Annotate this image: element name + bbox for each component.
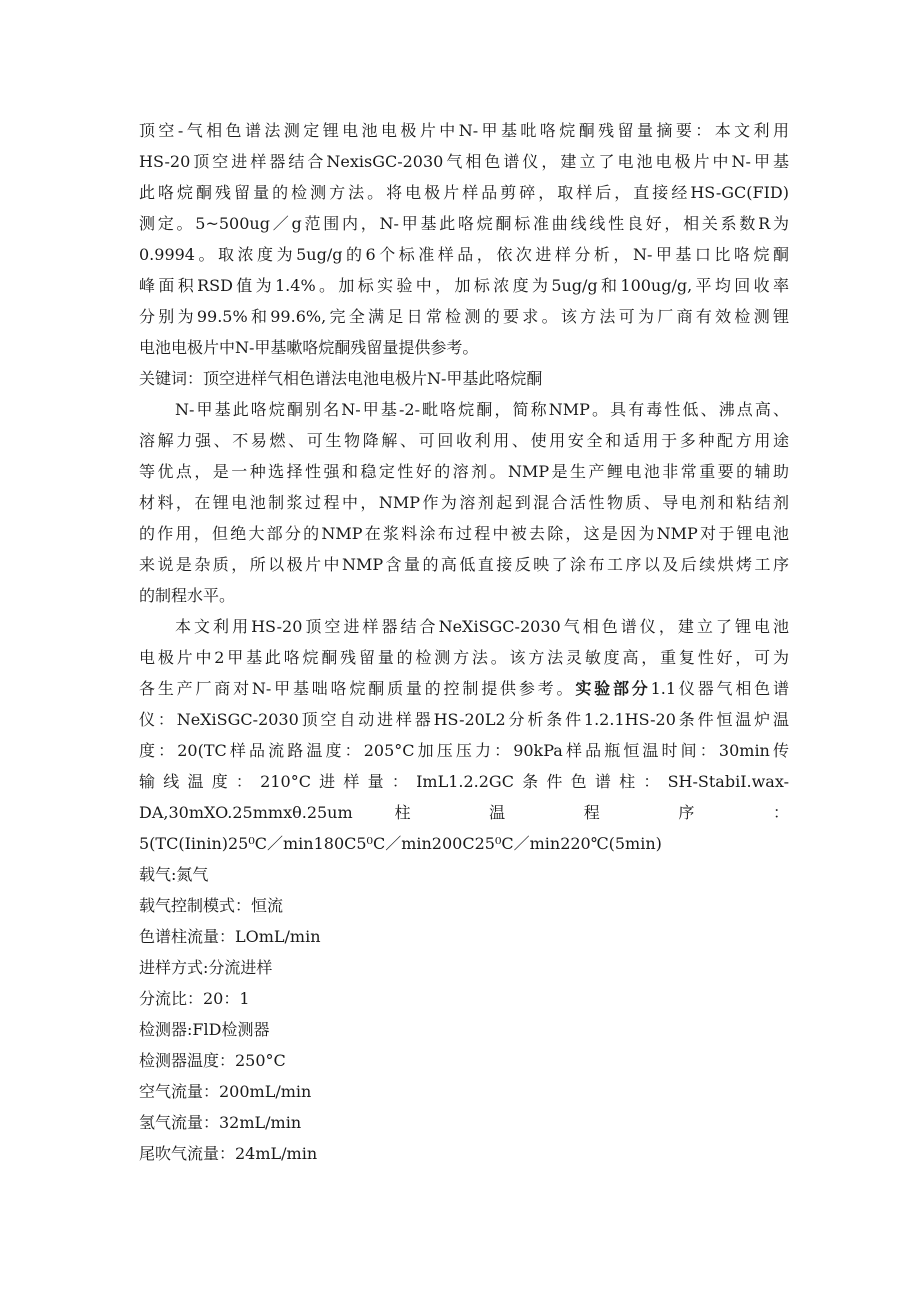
conditions-line: 输线温度：210°C进样量：ImL1.2.2GC条件色谱柱：SH-StabiI.wax- — [139, 772, 789, 791]
abstract-line: 峰面积RSD值为1.4%。加标实验中，加标浓度为5ug/g和100ug/g,平均回收率 — [139, 276, 789, 295]
parameter-item: 检测器温度：250°C — [139, 1051, 286, 1070]
parameter-item: 分流比：20：1 — [139, 989, 250, 1008]
abstract-line: 0.9994。取浓度为5ug/g的6个标准样品，依次进样分析，N-甲基口比咯烷酮 — [139, 245, 789, 264]
parameter-item: 色谱柱流量：LOmL/min — [139, 927, 321, 946]
intro-paragraph — [139, 394, 789, 611]
abstract-line: 分别为99.5%和99.6%,完全满足日常检测的要求。该方法可为厂商有效检测锂 — [139, 307, 789, 326]
method-line: 电极片中2甲基此咯烷酮残留量的检测方法。该方法灵敏度高，重复性好，可为 — [139, 648, 789, 667]
parameter-item: 进样方式:分流进样 — [139, 958, 273, 977]
intro-line: 材料，在锂电池制浆过程中，NMP作为溶剂起到混合活性物质、导电剂和粘结剂 — [139, 493, 789, 512]
abstract-line: 测定。5~500ug／g范围内，N-甲基此咯烷酮标准曲线线性良好，相关系数R为 — [139, 214, 789, 233]
abstract-paragraph — [139, 115, 789, 363]
section-heading-experimental: 实验部分 — [575, 679, 651, 698]
intro-line: 的作用，但绝大部分的NMP在浆料涂布过程中被去除，这是因为NMP对于锂电池 — [139, 524, 789, 543]
intro-line: 的制程水平。 — [139, 586, 236, 605]
method-line: 本文利用HS-20顶空进样器结合NeXiSGC-2030气相色谱仪，建立了锂电池 — [175, 617, 789, 636]
intro-line: N-甲基此咯烷酮别名N-甲基-2-毗咯烷酮，简称NMP。具有毒性低、沸点高、 — [175, 400, 789, 419]
intro-line: 来说是杂质，所以极片中NMP含量的高低直接反映了涂布工序以及后续烘烤工序 — [139, 555, 789, 574]
parameter-list — [139, 859, 789, 1169]
method-line — [139, 673, 789, 704]
abstract-line: 电池电极片中N-甲基嗽咯烷酮残留量提供参考。 — [139, 338, 479, 357]
parameter-item: 载气控制模式：恒流 — [139, 896, 284, 915]
abstract-line: HS-20顶空进样器结合NexisGC-2030气相色谱仪，建立了电池电极片中N-甲基 — [139, 152, 789, 171]
abstract-line: 此咯烷酮残留量的检测方法。将电极片样品剪碎，取样后，直接经HS-GC(FID) — [139, 183, 789, 202]
parameter-item: 空气流量：200mL/min — [139, 1082, 312, 1101]
parameter-item: 载气:氮气 — [139, 865, 209, 884]
intro-line: 等优点，是一种选择性强和稳定性好的溶剂。NMP是生产鲤电池非常重要的辅助 — [139, 462, 789, 481]
intro-line: 溶解力强、不易燃、可生物降解、可回收利用、使用安全和适用于多种配方用途 — [139, 431, 789, 450]
keywords-paragraph — [139, 363, 789, 394]
method-line-text: 各生产厂商对N-甲基咄咯烷酮质量的控制提供参考。 — [139, 679, 576, 698]
parameter-item: 氢气流量：32mL/min — [139, 1113, 302, 1132]
conditions-line: 5(TC(Iinin)25⁰C／min180C5⁰C／min200C25⁰C／min220℃(5min) — [139, 834, 662, 853]
method-line-text: 1.1仪器气相色谱 — [650, 679, 789, 698]
conditions-line: DA,30mXO.25mmxθ.25um 柱 温 程 序 ： — [139, 803, 789, 822]
abstract-line: 顶空-气相色谱法测定锂电池电极片中N-甲基吡咯烷酮残留量摘要：本文利用 — [139, 121, 789, 140]
parameter-item: 尾吹气流量：24mL/min — [139, 1144, 318, 1163]
method-paragraph — [139, 611, 789, 859]
conditions-line: 仪：NeXiSGC-2030顶空自动进样器HS-20L2分析条件1.2.1HS-20条件恒温炉温 — [139, 710, 789, 729]
parameter-item: 检测器:FlD检测器 — [139, 1020, 270, 1039]
conditions-line: 度：20(TC样品流路温度：205°C加压压力：90kPa样品瓶恒温时间：30min传 — [139, 741, 789, 760]
keywords-line: 关键词：顶空进样气相色谱法电池电极片N-甲基此咯烷酮 — [139, 369, 543, 388]
